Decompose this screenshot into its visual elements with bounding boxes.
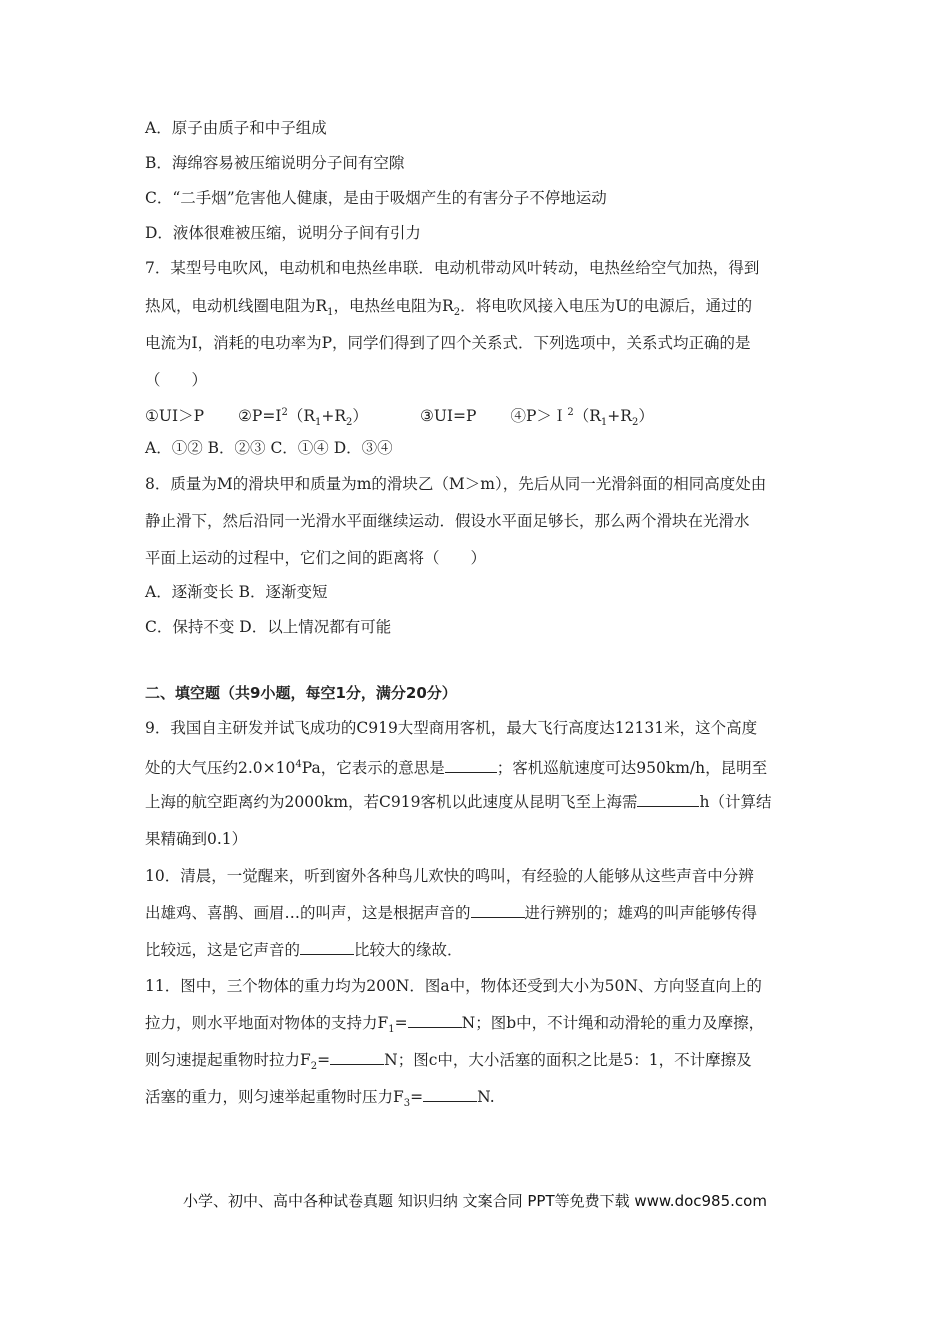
answer-blank	[330, 1050, 384, 1065]
answer-blank	[445, 758, 497, 773]
q11-line-4: 活塞的重力，则匀速举起重物时压力$F_3= N$.	[145, 1088, 495, 1110]
q11-line-3: 则匀速提起重物时拉力$F_2= N$；图c中，大小活塞的面积之比是5：1，不计摩擦及	[145, 1051, 752, 1073]
q8-options-ab: A．逐渐变长 B．逐渐变短	[145, 583, 328, 601]
relation-4: $④P>I^2(R_1+R_2)$	[510, 407, 654, 429]
answer-blank	[637, 792, 699, 807]
q10-line-2: 出雄鸡、喜鹊、画眉…的叫声，这是根据声音的 进行辨别的；雄鸡的叫声能够传得	[145, 904, 758, 922]
q11-line-1: 11．图中，三个物体的重力均为200N．图a中，物体还受到大小为50N、方向竖直向上的	[145, 977, 762, 995]
q8-line-2: 静止滑下，然后沿同一光滑水平面继续运动．假设水平面足够长，那么两个滑块在光滑水	[145, 512, 750, 530]
q9-line-2: 处的大气压约$2.0\times 10^4Pa$，它表示的意思是 ；客机巡航速度可达950km/h，昆明至	[145, 759, 768, 778]
q7-line-4: （ ）	[145, 371, 208, 389]
answer-blank	[300, 940, 354, 955]
relation-2: $②P=I^2(R_1+R_2)$	[238, 407, 368, 429]
q6-option-d: D．液体很难被压缩，说明分子间有引力	[145, 224, 421, 242]
q10-line-3: 比较远，这是它声音的 比较大的缘故．	[145, 941, 463, 959]
q6-option-c: C．“二手烟”危害他人健康，是由于吸烟产生的有害分子不停地运动	[145, 189, 607, 207]
q8-line-3: 平面上运动的过程中，它们之间的距离将（ ）	[145, 549, 487, 567]
q8-line-1: 8．质量为M的滑块甲和质量为m的滑块乙（M＞m），先后从同一光滑斜面的相同高度处由	[145, 475, 767, 493]
q7-line-2: 热风，电动机线圈电阻为$R_1$，电热丝电阻为$R_2$．将电吹风接入电压为U的电源后，通过的	[145, 297, 753, 319]
relation-3: ③UI=P	[419, 407, 477, 426]
relation-1: ①UI＞P	[145, 407, 205, 426]
section-heading: 二、填空题（共9小题，每空1分，满分20分）	[145, 684, 457, 702]
q10-line-1: 10．清晨，一觉醒来，听到窗外各种鸟儿欢快的鸣叫，有经验的人能够从这些声音中分辨	[145, 867, 754, 885]
q9-line-1: 9．我国自主研发并试飞成功的C919大型商用客机，最大飞行高度达12131米，这个高度	[145, 719, 758, 737]
page-footer: 小学、初中、高中各种试卷真题 知识归纳 文案合同 PPT等免费下载 www.doc985.com	[183, 1192, 767, 1210]
q6-option-a: A．原子由质子和中子组成	[145, 119, 327, 137]
q11-line-2: 拉力，则水平地面对物体的支持力$F_1= N$；图b中，不计绳和动滑轮的重力及摩擦，	[145, 1014, 765, 1036]
q9-line-4: 果精确到0.1）	[145, 830, 248, 848]
answer-blank	[408, 1013, 462, 1028]
q6-option-b: B．海绵容易被压缩说明分子间有空隙	[145, 154, 405, 172]
q7-line-3: 电流为I，消耗的电功率为P，同学们得到了四个关系式．下列选项中，关系式均正确的是	[145, 334, 751, 352]
q8-options-cd: C．保持不变 D．以上情况都有可能	[145, 618, 392, 636]
q9-line-3: 上海的航空距离约为2000km，若C919客机以此速度从昆明飞至上海需 h（计算结	[145, 793, 772, 811]
q7-relations	[145, 403, 654, 433]
answer-blank	[423, 1087, 477, 1102]
q7-options: A．①② B．②③ C．①④ D．③④	[145, 439, 393, 457]
q7-line-1: 7．某型号电吹风，电动机和电热丝串联．电动机带动风叶转动，电热丝给空气加热，得到	[145, 259, 760, 277]
answer-blank	[471, 903, 525, 918]
